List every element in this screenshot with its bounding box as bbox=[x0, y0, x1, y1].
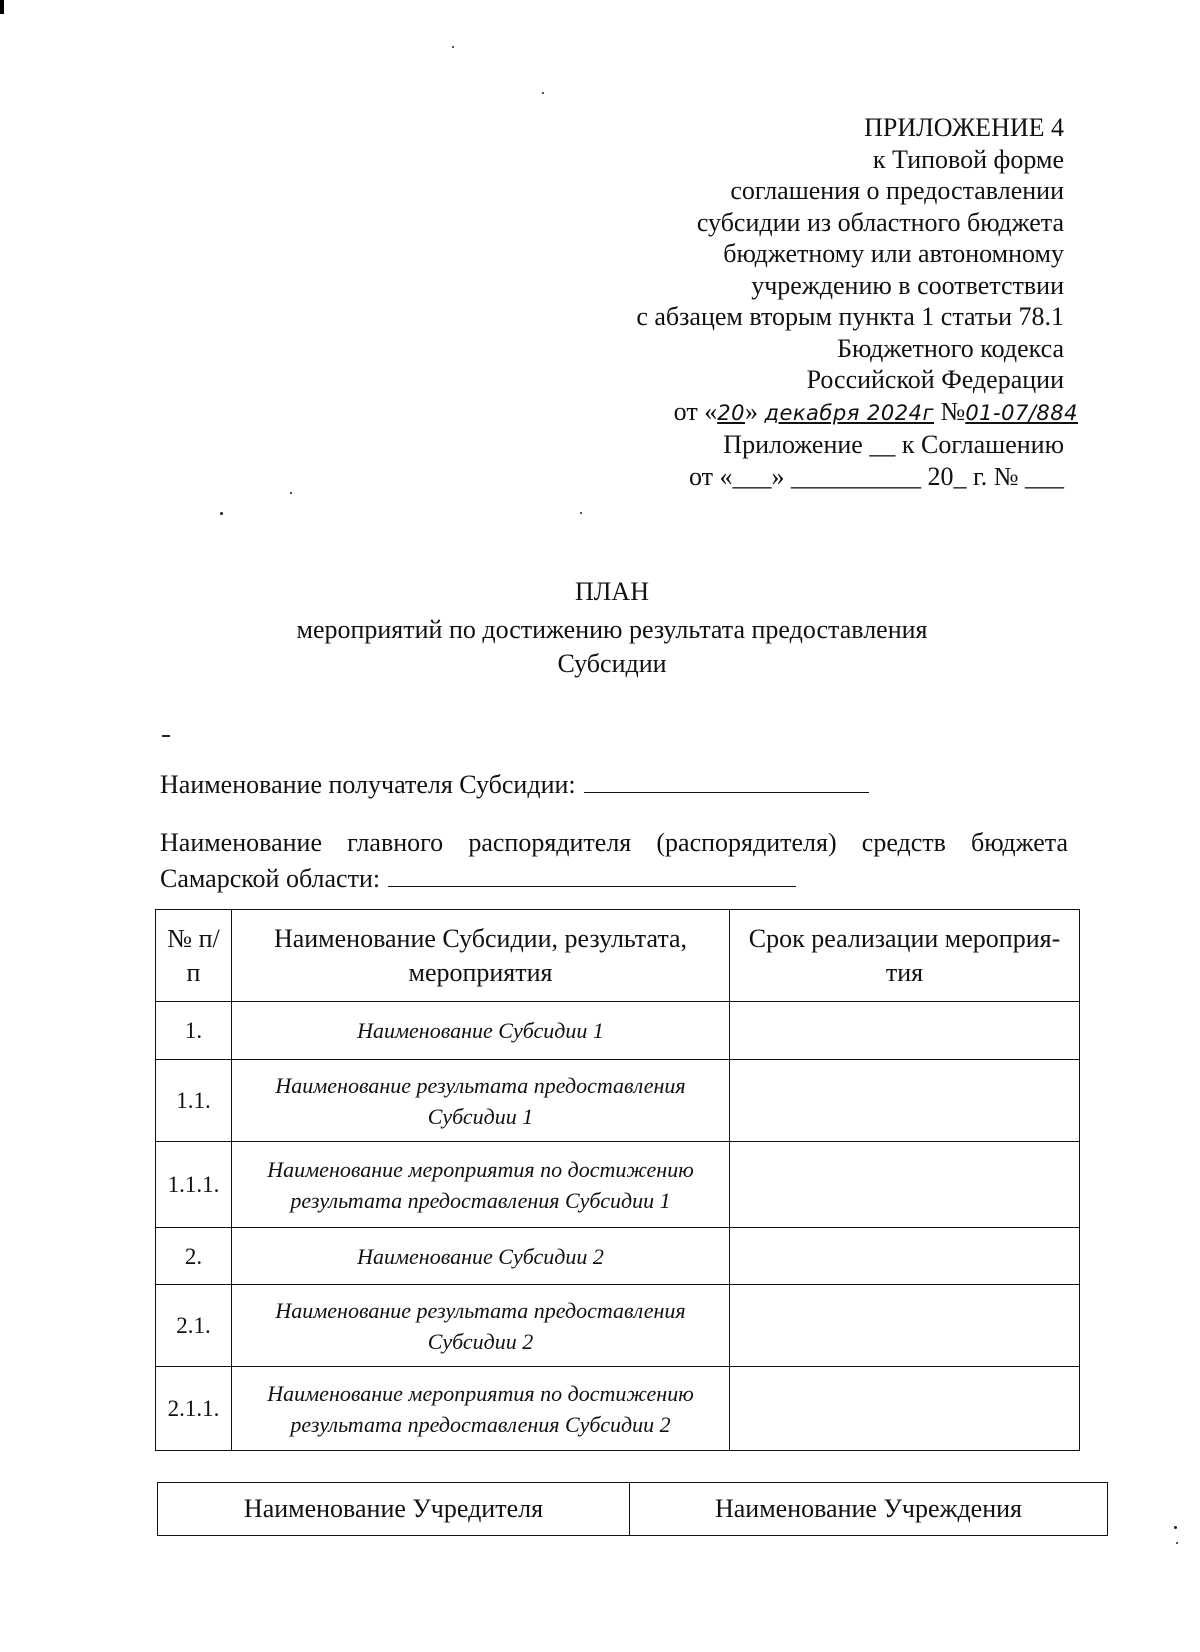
handwritten-order-number: 01-07/884 bbox=[965, 400, 1078, 425]
header-line: с абзацем вторым пункта 1 статьи 78.1 bbox=[636, 302, 1064, 331]
plan-title bbox=[0, 575, 1200, 681]
header-line: Бюджетного кодекса bbox=[837, 333, 1064, 363]
row-deadline[interactable] bbox=[730, 1285, 1080, 1367]
scan-speck bbox=[220, 512, 223, 515]
scan-speck bbox=[290, 492, 292, 494]
table-row bbox=[156, 1142, 1080, 1228]
row-deadline[interactable] bbox=[730, 1060, 1080, 1142]
row-name: Наименование результата предоставления Субсидии 2 bbox=[232, 1285, 730, 1367]
scan-speck bbox=[452, 46, 454, 48]
header-name: Наименование Субсидии, результата, мероприятия bbox=[232, 910, 730, 1002]
row-number: 2.1. bbox=[156, 1285, 232, 1367]
signature-table bbox=[157, 1482, 1108, 1536]
row-number: 1.1.1. bbox=[156, 1142, 232, 1228]
header-line: учреждению в соответствии bbox=[751, 270, 1064, 300]
administrator-field-line1: Наименование главного распорядителя (распорядителя) средств бюджета bbox=[160, 828, 1068, 857]
administrator-label: Самарской области: bbox=[160, 864, 381, 893]
institution-label: Наименование Учреждения bbox=[630, 1483, 1108, 1536]
administrator-field bbox=[160, 860, 796, 895]
table-row bbox=[156, 1285, 1080, 1367]
table-row bbox=[156, 1002, 1080, 1060]
row-name: Наименование Субсидии 2 bbox=[232, 1228, 730, 1285]
scan-dash bbox=[162, 735, 170, 737]
recipient-field bbox=[160, 766, 869, 801]
header-line: Российской Федерации bbox=[806, 365, 1064, 394]
plan-table bbox=[155, 909, 1080, 1451]
table-row bbox=[156, 1060, 1080, 1142]
row-number: 1. bbox=[156, 1002, 232, 1060]
table-header-row bbox=[156, 910, 1080, 1002]
scan-speck bbox=[580, 512, 582, 514]
scan-speck bbox=[1176, 1542, 1178, 1544]
founder-label: Наименование Учредителя bbox=[158, 1483, 630, 1536]
header-line: соглашения о предоставлении bbox=[730, 176, 1064, 205]
handwritten-date: декабря 2024г bbox=[764, 400, 934, 425]
row-number: 1.1. bbox=[156, 1060, 232, 1142]
row-deadline[interactable] bbox=[730, 1142, 1080, 1228]
header-line: бюджетному или автономному bbox=[723, 239, 1064, 268]
plan-subtitle: Субсидии bbox=[557, 649, 667, 678]
row-deadline[interactable] bbox=[730, 1002, 1080, 1060]
recipient-label: Наименование получателя Субсидии: bbox=[160, 770, 576, 799]
administrator-blank[interactable] bbox=[388, 860, 796, 887]
row-name: Наименование результата предоставления Субсидии 1 bbox=[232, 1060, 730, 1142]
header-number: № п/п bbox=[156, 910, 232, 1002]
signature-row bbox=[158, 1483, 1108, 1536]
scan-speck bbox=[1174, 1526, 1177, 1529]
plan-subtitle: мероприятий по достижению результата предоставления bbox=[296, 615, 928, 644]
row-name: Наименование мероприятия по достижению результата предоставления Субсидии 2 bbox=[232, 1367, 730, 1451]
scan-edge-mark bbox=[0, 0, 4, 14]
plan-heading: ПЛАН bbox=[575, 577, 649, 606]
handwritten-day: 20 bbox=[717, 400, 745, 425]
table-row bbox=[156, 1367, 1080, 1451]
table-row bbox=[156, 1228, 1080, 1285]
attachment-line: Приложение __ к Соглашению bbox=[723, 430, 1064, 459]
row-name: Наименование мероприятия по достижению результата предоставления Субсидии 1 bbox=[232, 1142, 730, 1228]
row-deadline[interactable] bbox=[730, 1367, 1080, 1451]
row-name: Наименование Субсидии 1 bbox=[232, 1002, 730, 1060]
row-number: 2.1.1. bbox=[156, 1367, 232, 1451]
scan-speck bbox=[542, 92, 544, 94]
order-line: от «20» декабря 2024г №01-07/884 bbox=[673, 396, 1078, 426]
recipient-blank[interactable] bbox=[584, 766, 869, 793]
appendix-header bbox=[636, 112, 1078, 492]
row-deadline[interactable] bbox=[730, 1228, 1080, 1285]
header-deadline: Срок реализации мероприя-тия bbox=[730, 910, 1080, 1002]
appendix-title: ПРИЛОЖЕНИЕ 4 bbox=[864, 113, 1064, 142]
header-line: к Типовой форме bbox=[872, 144, 1064, 174]
row-number: 2. bbox=[156, 1228, 232, 1285]
attachment-date-line: от «___» __________ 20_ г. № ___ bbox=[688, 461, 1064, 491]
header-line: субсидии из областного бюджета bbox=[696, 207, 1064, 237]
